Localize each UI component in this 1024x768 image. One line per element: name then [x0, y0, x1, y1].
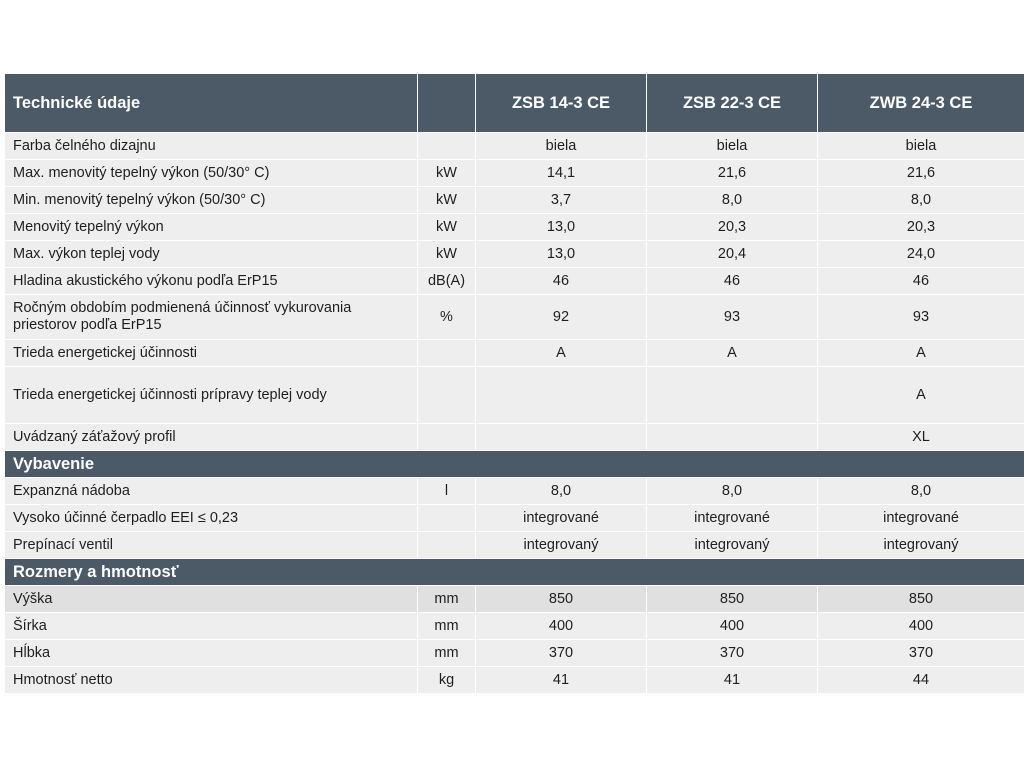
- row-label: Šírka: [5, 613, 418, 640]
- row-value-model-2: 400: [647, 613, 818, 640]
- row-value-model-1: biela: [476, 133, 647, 160]
- row-unit: kW: [418, 187, 476, 214]
- row-value-model-2: [647, 367, 818, 424]
- row-value-model-1: 850: [476, 586, 647, 613]
- section-title: Rozmery a hmotnosť: [5, 559, 1024, 586]
- table-row: [5, 187, 1024, 214]
- table-header-row: [5, 74, 1024, 133]
- row-value-model-1: integrovaný: [476, 532, 647, 559]
- row-unit: [418, 532, 476, 559]
- row-value-model-2: A: [647, 340, 818, 367]
- row-unit: [418, 133, 476, 160]
- row-value-model-2: 8,0: [647, 187, 818, 214]
- table-row: [5, 268, 1024, 295]
- row-value-model-3: 20,3: [818, 214, 1024, 241]
- row-value-model-2: 20,4: [647, 241, 818, 268]
- table-row: [5, 613, 1024, 640]
- row-value-model-2: 41: [647, 667, 818, 694]
- table-row: [5, 424, 1024, 451]
- row-label: Uvádzaný záťažový profil: [5, 424, 418, 451]
- row-unit: kg: [418, 667, 476, 694]
- row-unit: kW: [418, 214, 476, 241]
- table-row: [5, 367, 1024, 424]
- row-label: Prepínací ventil: [5, 532, 418, 559]
- row-label: Menovitý tepelný výkon: [5, 214, 418, 241]
- row-unit: kW: [418, 241, 476, 268]
- row-value-model-2: 370: [647, 640, 818, 667]
- section-title: Vybavenie: [5, 451, 1024, 478]
- row-label: Výška: [5, 586, 418, 613]
- table-row: [5, 160, 1024, 187]
- row-label: Expanzná nádoba: [5, 478, 418, 505]
- row-value-model-3: XL: [818, 424, 1024, 451]
- row-unit: [418, 505, 476, 532]
- section-header: [5, 451, 1024, 478]
- table-row: [5, 640, 1024, 667]
- row-value-model-3: 46: [818, 268, 1024, 295]
- row-value-model-3: integrované: [818, 505, 1024, 532]
- row-unit: %: [418, 295, 476, 340]
- table-row: [5, 586, 1024, 613]
- row-value-model-2: 20,3: [647, 214, 818, 241]
- table-row: [5, 295, 1024, 340]
- row-value-model-3: 44: [818, 667, 1024, 694]
- table-row: [5, 133, 1024, 160]
- row-unit: [418, 340, 476, 367]
- row-value-model-3: A: [818, 367, 1024, 424]
- row-value-model-1: 8,0: [476, 478, 647, 505]
- unit-column-header: [418, 74, 476, 133]
- row-label: Vysoko účinné čerpadlo EEI ≤ 0,23: [5, 505, 418, 532]
- row-value-model-3: 400: [818, 613, 1024, 640]
- row-unit: l: [418, 478, 476, 505]
- table-body: [5, 133, 1024, 694]
- table-row: [5, 214, 1024, 241]
- spec-table: [4, 73, 1024, 694]
- row-value-model-3: 8,0: [818, 478, 1024, 505]
- row-label: Trieda energetickej účinnosti prípravy teplej vody: [5, 367, 418, 424]
- row-value-model-2: integrované: [647, 505, 818, 532]
- row-unit: [418, 367, 476, 424]
- table-row: [5, 505, 1024, 532]
- row-value-model-1: 14,1: [476, 160, 647, 187]
- model-header-zsb-14: ZSB 14-3 CE: [476, 74, 647, 133]
- row-value-model-2: 850: [647, 586, 818, 613]
- table-row: [5, 532, 1024, 559]
- model-header-zwb-24: ZWB 24-3 CE: [818, 74, 1024, 133]
- row-label: Max. výkon teplej vody: [5, 241, 418, 268]
- table-row: [5, 340, 1024, 367]
- row-value-model-3: biela: [818, 133, 1024, 160]
- row-value-model-3: 850: [818, 586, 1024, 613]
- row-value-model-2: 93: [647, 295, 818, 340]
- model-header-zsb-22: ZSB 22-3 CE: [647, 74, 818, 133]
- row-label: Trieda energetickej účinnosti: [5, 340, 418, 367]
- row-value-model-1: 41: [476, 667, 647, 694]
- row-value-model-1: 13,0: [476, 241, 647, 268]
- row-value-model-3: integrovaný: [818, 532, 1024, 559]
- row-unit: mm: [418, 640, 476, 667]
- row-value-model-2: 46: [647, 268, 818, 295]
- row-value-model-2: biela: [647, 133, 818, 160]
- row-value-model-1: integrované: [476, 505, 647, 532]
- row-value-model-1: 92: [476, 295, 647, 340]
- row-value-model-3: 21,6: [818, 160, 1024, 187]
- row-unit: mm: [418, 586, 476, 613]
- row-value-model-1: 400: [476, 613, 647, 640]
- row-value-model-1: 13,0: [476, 214, 647, 241]
- table-row: [5, 478, 1024, 505]
- row-unit: kW: [418, 160, 476, 187]
- section-header: [5, 559, 1024, 586]
- row-unit: mm: [418, 613, 476, 640]
- row-value-model-2: integrovaný: [647, 532, 818, 559]
- row-value-model-3: 24,0: [818, 241, 1024, 268]
- row-value-model-1: A: [476, 340, 647, 367]
- row-value-model-1: 46: [476, 268, 647, 295]
- row-value-model-1: [476, 367, 647, 424]
- row-label: Max. menovitý tepelný výkon (50/30° C): [5, 160, 418, 187]
- row-value-model-1: [476, 424, 647, 451]
- row-unit: [418, 424, 476, 451]
- row-value-model-2: 8,0: [647, 478, 818, 505]
- row-value-model-3: 8,0: [818, 187, 1024, 214]
- row-label: Ročným obdobím podmienená účinnosť vykurovania priestorov podľa ErP15: [5, 295, 418, 340]
- row-label: Hmotnosť netto: [5, 667, 418, 694]
- table-title: Technické údaje: [5, 74, 418, 133]
- table-row: [5, 667, 1024, 694]
- row-value-model-3: 93: [818, 295, 1024, 340]
- table-row: [5, 241, 1024, 268]
- row-value-model-3: 370: [818, 640, 1024, 667]
- row-value-model-3: A: [818, 340, 1024, 367]
- row-value-model-2: 21,6: [647, 160, 818, 187]
- row-label: Hladina akustického výkonu podľa ErP15: [5, 268, 418, 295]
- row-label: Farba čelného dizajnu: [5, 133, 418, 160]
- row-label: Hĺbka: [5, 640, 418, 667]
- row-label: Min. menovitý tepelný výkon (50/30° C): [5, 187, 418, 214]
- row-unit: dB(A): [418, 268, 476, 295]
- row-value-model-1: 3,7: [476, 187, 647, 214]
- row-value-model-2: [647, 424, 818, 451]
- row-value-model-1: 370: [476, 640, 647, 667]
